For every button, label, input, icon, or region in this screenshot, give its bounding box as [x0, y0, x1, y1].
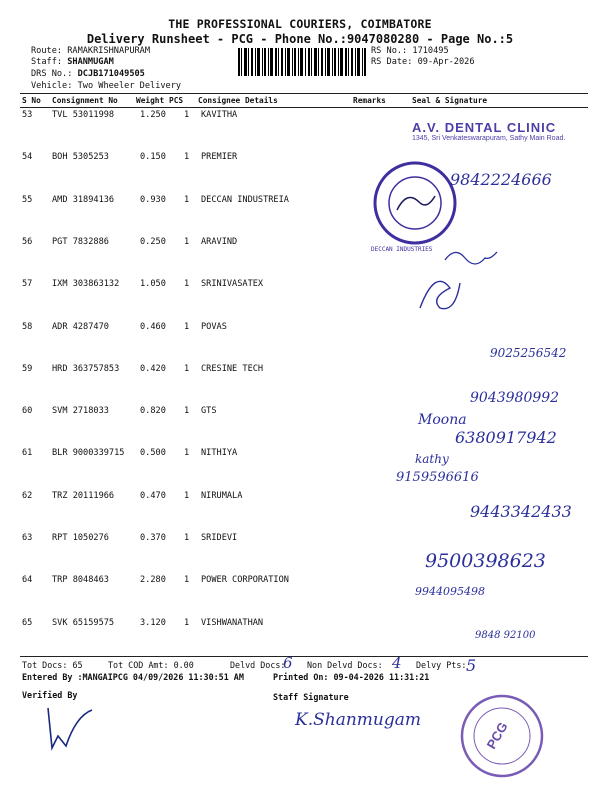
- row-weight: 0.250: [140, 236, 166, 247]
- printed-on-value: 09-04-2026 11:31:21: [333, 672, 430, 682]
- row-consignment: SVM 2718033: [52, 406, 109, 417]
- verified-by-label: Verified By: [22, 690, 78, 700]
- hw-name-60: Moona: [418, 412, 467, 428]
- row-consignment: HRD 363757853: [52, 363, 120, 374]
- pcg-seal-text: PCG: [483, 719, 511, 752]
- row-pcs: 1: [184, 406, 190, 417]
- non-delvd-docs-label: Non Delvd Docs:: [307, 660, 383, 670]
- row-weight: 0.420: [140, 363, 166, 374]
- staff-line: Staff: SHANMUGAM: [31, 57, 114, 67]
- row-weight: 1.250: [140, 110, 166, 120]
- row-consignment: BOH 5305253: [52, 152, 109, 163]
- row-sno: 55: [22, 194, 33, 205]
- hw-phone-54: 9842224666: [450, 170, 552, 189]
- row-pcs: 1: [184, 575, 190, 586]
- col-sno: S No: [22, 96, 41, 105]
- row-consignee: POWER CORPORATION: [201, 575, 289, 586]
- hw-phone-62: 9443342433: [470, 502, 572, 521]
- row-pcs: 1: [184, 152, 190, 163]
- row-weight: 0.460: [140, 321, 166, 332]
- row-sno: 56: [22, 236, 33, 247]
- deccan-seal-text: DECCAN INDUSTRIES: [371, 246, 433, 253]
- clinic-address: 1345, Sri Venkateswarapuram, Sathy Main Road.: [412, 135, 566, 142]
- row-consignee: SRINIVASATEX: [201, 279, 264, 290]
- runsheet-subtitle: Delivery Runsheet - PCG - Phone No.:9047080280 - Page No.:5: [86, 32, 514, 46]
- footer-rule: [20, 656, 588, 657]
- route-value: RAMAKRISHNAPURAM: [67, 46, 151, 56]
- header-rule-top: [20, 93, 588, 94]
- row-pcs: 1: [184, 363, 190, 374]
- company-title: THE PROFESSIONAL COURIERS, COIMBATORE: [168, 17, 432, 31]
- staff-value: SHANMUGAM: [67, 57, 114, 67]
- row-weight: 2.280: [140, 575, 166, 586]
- rs-date-line: RS Date: 09-Apr-2026: [371, 57, 475, 67]
- row-sno: 63: [22, 533, 33, 543]
- row-sno: 53: [22, 110, 33, 120]
- vehicle-value: Two Wheeler Delivery: [77, 81, 182, 91]
- hw-phone-65: 9848 92100: [475, 630, 536, 641]
- hw-phone-58: 9025256542: [490, 346, 567, 360]
- hw-signature-57: [410, 268, 470, 318]
- hw-delvy-pts-count: 5: [466, 656, 477, 675]
- row-sno: 54: [22, 152, 33, 163]
- row-consignment: ADR 4287470: [52, 321, 109, 332]
- row-consignee: CRESINE TECH: [201, 363, 264, 374]
- row-weight: 0.150: [140, 152, 166, 163]
- tot-docs-value: 65: [72, 660, 83, 670]
- row-pcs: 1: [184, 110, 190, 120]
- col-consignee: Consignee Details: [198, 96, 278, 105]
- barcode: [238, 48, 366, 76]
- row-pcs: 1: [184, 448, 190, 459]
- printed-on: Printed On: 09-04-2026 11:31:21: [273, 672, 430, 682]
- row-sno: 62: [22, 490, 33, 501]
- rs-date-value: 09-Apr-2026: [417, 57, 475, 67]
- hw-phone-60a: 9043980992: [470, 390, 560, 406]
- row-pcs: 1: [184, 236, 190, 247]
- row-pcs: 1: [184, 533, 190, 543]
- row-consignee: DECCAN INDUSTREIA: [201, 194, 289, 205]
- drs-value: DCJB171049505: [77, 69, 145, 79]
- rs-no-value: 1710495: [412, 46, 449, 56]
- tot-cod: Tot COD Amt: 0.00: [108, 660, 194, 670]
- vehicle-line: Vehicle: Two Wheeler Delivery: [31, 81, 182, 91]
- rs-no-line: RS No.: 1710495: [371, 46, 449, 56]
- tot-cod-value: 0.00: [173, 660, 194, 670]
- row-consignment: TRZ 20111966: [52, 490, 115, 501]
- hw-signature-56: [440, 245, 500, 267]
- row-consignment: AMD 31894136: [52, 194, 115, 205]
- col-consignment: Consignment No: [52, 96, 118, 105]
- col-seal: Seal & Signature: [412, 96, 488, 105]
- hw-non-delvd-count: 4: [392, 654, 402, 672]
- row-pcs: 1: [184, 279, 190, 290]
- row-consignment: TVL 53011998: [52, 110, 115, 120]
- row-consignee: PREMIER: [201, 152, 238, 163]
- row-consignment: RPT 1050276: [52, 533, 109, 543]
- row-pcs: 1: [184, 617, 190, 628]
- row-sno: 58: [22, 321, 33, 332]
- hw-delvd-count: 6: [283, 654, 293, 672]
- row-consignment: SVK 65159575: [52, 617, 115, 628]
- tot-docs: Tot Docs: 65: [22, 660, 83, 670]
- col-weight: Weight: [136, 96, 165, 105]
- row-consignee: POVAS: [201, 321, 227, 332]
- row-pcs: 1: [184, 490, 190, 501]
- deccan-seal: [372, 160, 458, 246]
- row-weight: 0.470: [140, 490, 166, 501]
- row-sno: 60: [22, 406, 33, 417]
- col-remarks: Remarks: [353, 96, 386, 105]
- verified-signature: [38, 700, 98, 760]
- row-weight: 0.500: [140, 448, 166, 459]
- row-consignee: VISHWANATHAN: [201, 617, 264, 628]
- row-weight: 3.120: [140, 617, 166, 628]
- row-weight: 0.930: [140, 194, 166, 205]
- hw-name-61: kathy: [415, 452, 449, 466]
- hw-phone-61: 9159596616: [396, 470, 479, 485]
- row-weight: 0.820: [140, 406, 166, 417]
- row-consignment: PGT 7832886: [52, 236, 109, 247]
- hw-phone-63: 9500398623: [425, 550, 546, 572]
- row-sno: 64: [22, 575, 33, 586]
- row-weight: 1.050: [140, 279, 166, 290]
- row-sno: 61: [22, 448, 33, 459]
- header-rule-bottom: [20, 107, 588, 108]
- staff-signature-label: Staff Signature: [273, 692, 349, 702]
- row-consignee: SRIDEVI: [201, 533, 238, 543]
- clinic-name: A.V. DENTAL CLINIC: [412, 120, 557, 135]
- hw-phone-64: 9944095498: [415, 585, 485, 598]
- row-consignment: IXM 303863132: [52, 279, 120, 290]
- entered-by-value: MANGAIPCG 04/09/2026 11:30:51 AM: [82, 672, 244, 682]
- row-pcs: 1: [184, 194, 190, 205]
- row-consignee: GTS: [201, 406, 217, 417]
- row-weight: 0.370: [140, 533, 166, 543]
- staff-signature: K.Shanmugam: [295, 710, 421, 730]
- hw-phone-60b: 6380917942: [455, 428, 557, 447]
- row-consignee: NIRUMALA: [201, 490, 243, 501]
- row-consignee: NITHIYA: [201, 448, 238, 459]
- drs-line: DRS No.: DCJB171049505: [31, 69, 145, 79]
- delvd-docs-label: Delvd Docs:: [230, 660, 286, 670]
- delvy-pts-label: Delvy Pts:: [416, 660, 467, 670]
- clinic-stamp: [412, 120, 587, 142]
- row-sno: 59: [22, 363, 33, 374]
- row-consignment: BLR 9000339715: [52, 448, 125, 459]
- row-sno: 65: [22, 617, 33, 628]
- col-pcs: PCS: [169, 96, 184, 105]
- row-sno: 57: [22, 279, 33, 290]
- row-consignee: KAVITHA: [201, 110, 238, 120]
- row-consignee: ARAVIND: [201, 236, 238, 247]
- row-consignment: TRP 8048463: [52, 575, 109, 586]
- row-pcs: 1: [184, 321, 190, 332]
- route-line: Route: RAMAKRISHNAPURAM: [31, 46, 151, 56]
- entered-by: Entered By :MANGAIPCG 04/09/2026 11:30:51 AM: [22, 672, 244, 682]
